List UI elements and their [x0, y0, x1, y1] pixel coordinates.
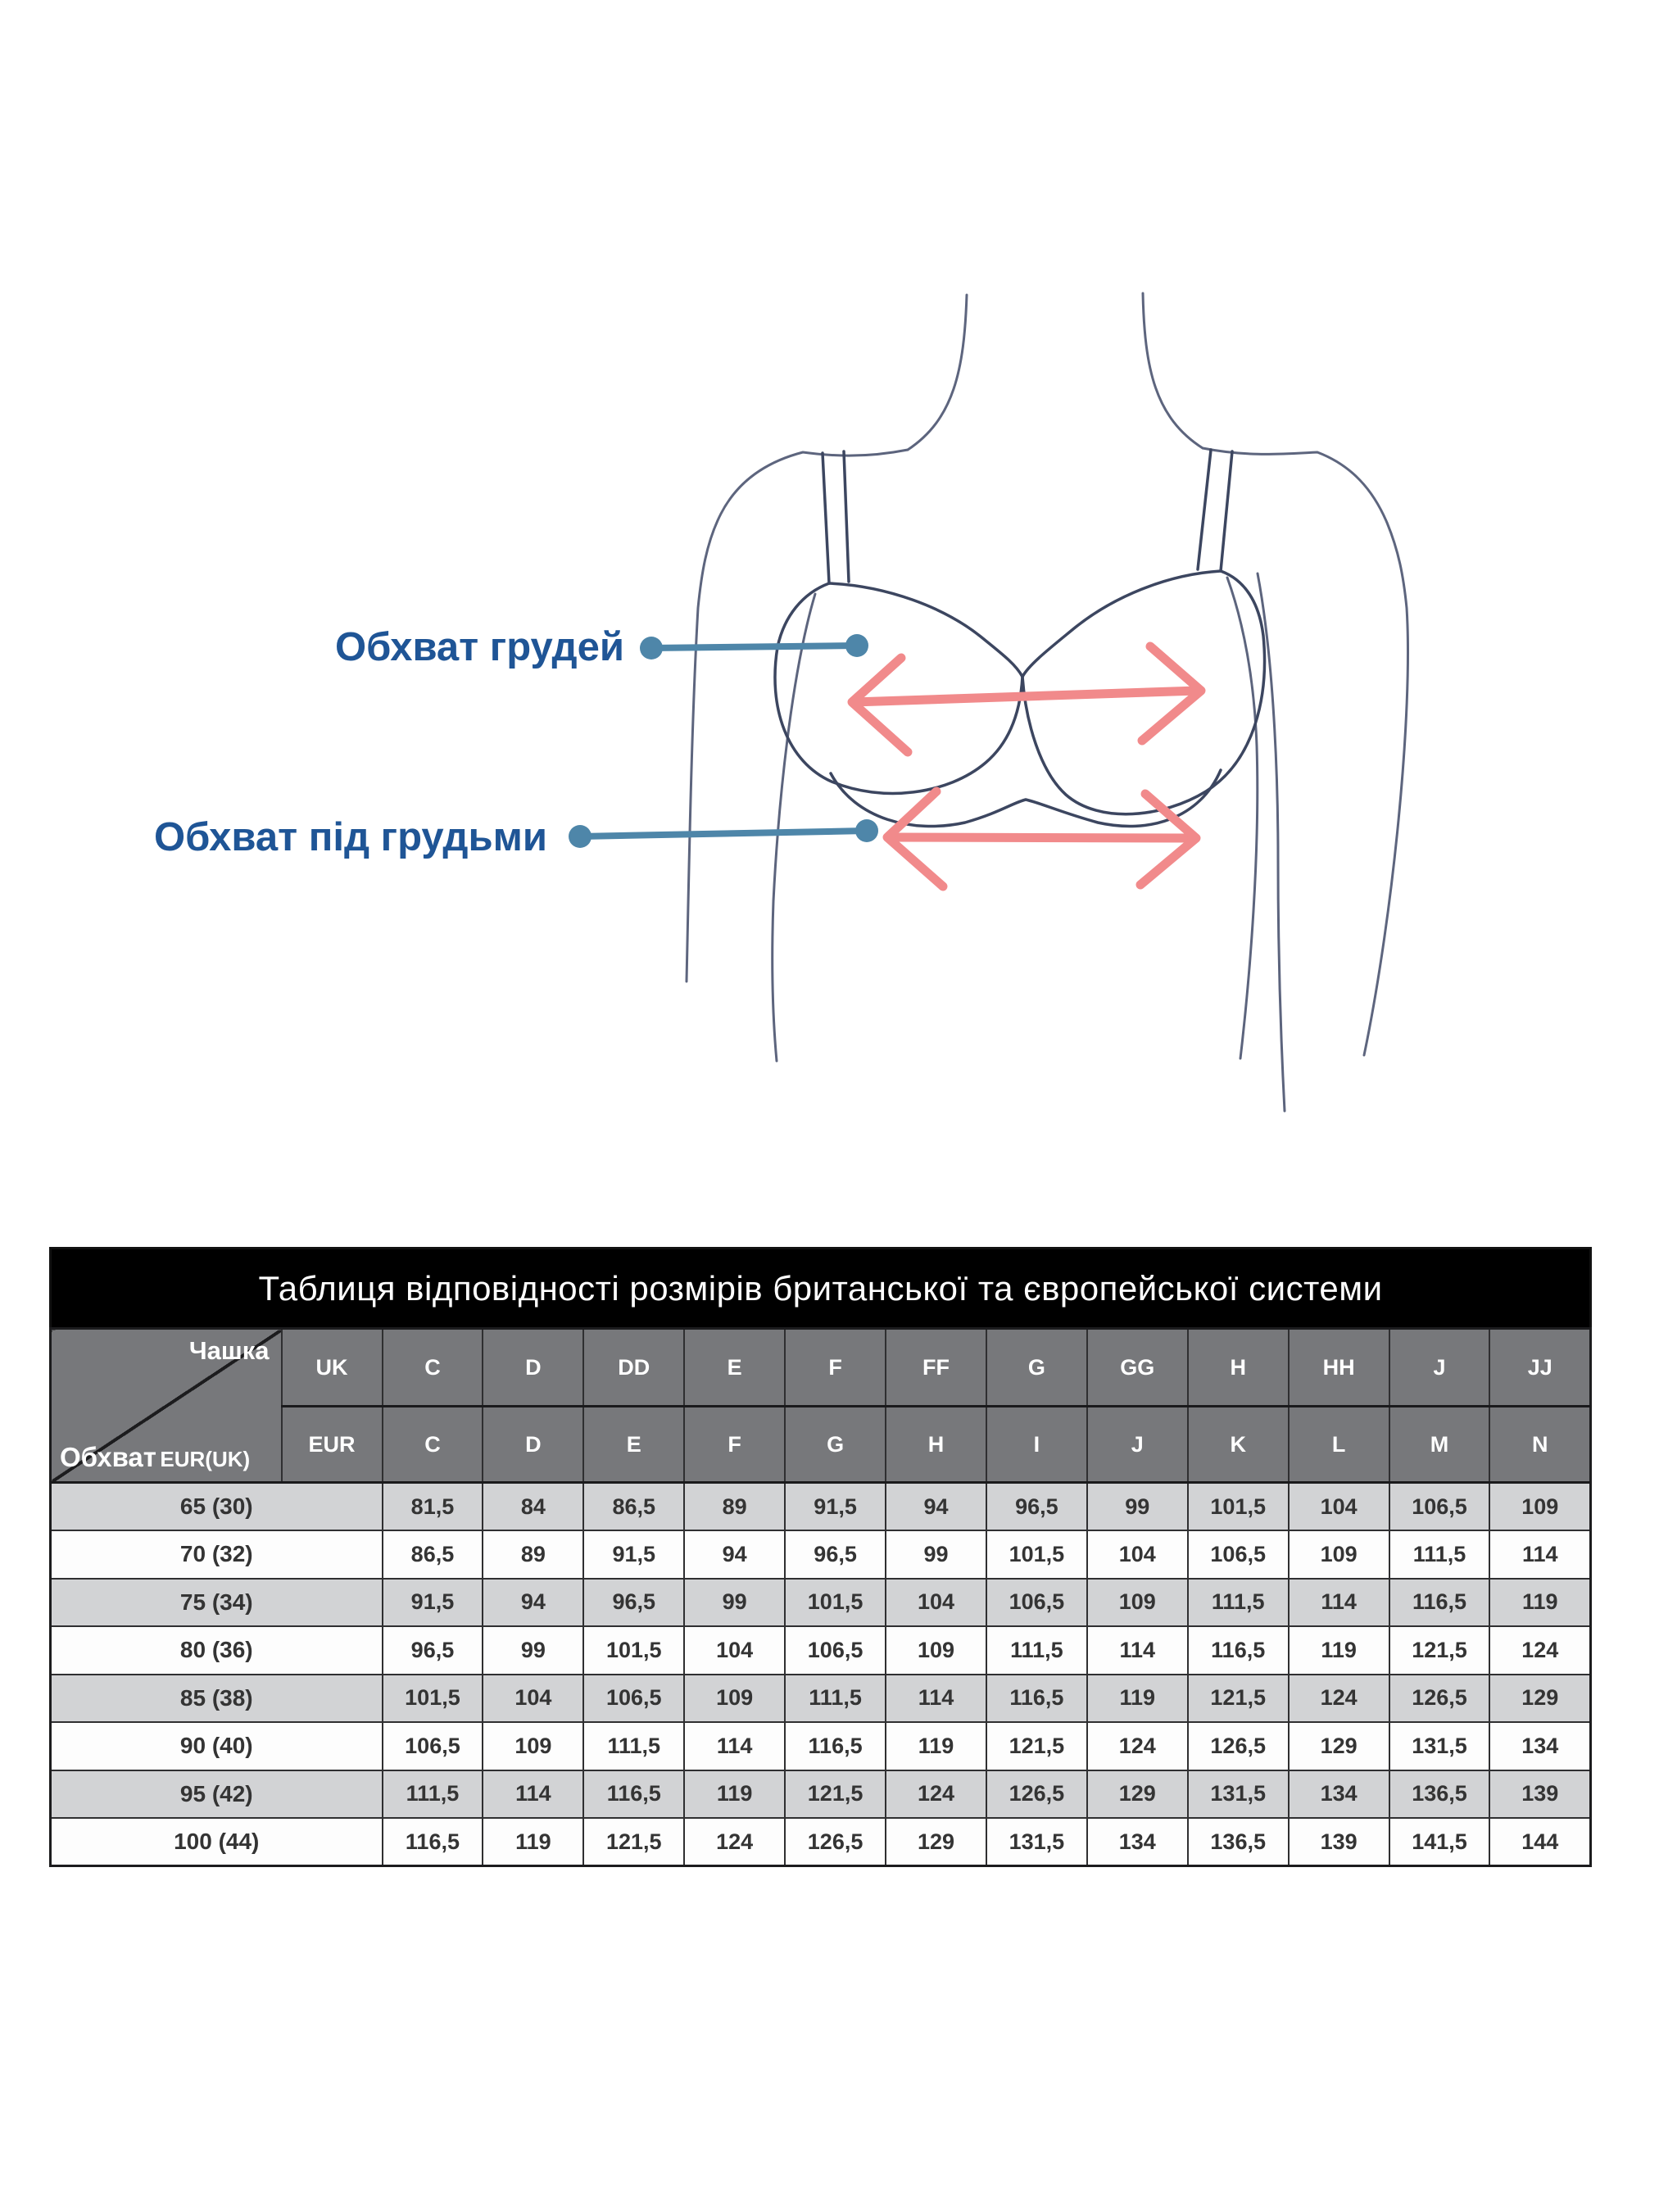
size-value-cell: 119	[684, 1770, 785, 1819]
size-value-cell: 101,5	[986, 1530, 1087, 1579]
torso-outline	[687, 293, 1407, 1111]
table-row	[51, 1530, 1591, 1579]
size-value-cell: 91,5	[383, 1579, 483, 1627]
size-value-cell: 96,5	[785, 1530, 886, 1579]
uk-system-label: UK	[282, 1329, 383, 1407]
table-title: Таблиця відповідності розмірів британської та європейської системи	[49, 1247, 1592, 1327]
size-value-cell: 116,5	[785, 1722, 886, 1770]
size-value-cell: 104	[886, 1579, 986, 1627]
uk-cup-header: GG	[1087, 1329, 1188, 1407]
size-value-cell: 109	[886, 1626, 986, 1675]
size-value-cell: 94	[684, 1530, 785, 1579]
size-value-cell: 109	[483, 1722, 583, 1770]
bust-arrow	[852, 646, 1201, 752]
size-value-cell: 131,5	[1389, 1722, 1490, 1770]
size-value-cell: 86,5	[583, 1483, 684, 1531]
size-value-cell: 121,5	[785, 1770, 886, 1819]
uk-cup-header: D	[483, 1329, 583, 1407]
size-value-cell: 89	[684, 1483, 785, 1531]
size-value-cell: 106,5	[383, 1722, 483, 1770]
size-value-cell: 111,5	[1389, 1530, 1490, 1579]
size-value-cell: 131,5	[1188, 1770, 1289, 1819]
size-value-cell: 116,5	[986, 1675, 1087, 1723]
size-value-cell: 144	[1489, 1818, 1590, 1866]
size-value-cell: 124	[1087, 1722, 1188, 1770]
size-value-cell: 119	[483, 1818, 583, 1866]
size-value-cell: 121,5	[1188, 1675, 1289, 1723]
corner-cell	[51, 1329, 282, 1483]
size-value-cell: 114	[684, 1722, 785, 1770]
eur-cup-header: L	[1289, 1407, 1389, 1483]
underbust-pointer	[569, 819, 878, 848]
size-value-cell: 86,5	[383, 1530, 483, 1579]
uk-cup-header: DD	[583, 1329, 684, 1407]
size-value-cell: 84	[483, 1483, 583, 1531]
eur-cup-header: G	[785, 1407, 886, 1483]
size-value-cell: 124	[1489, 1626, 1590, 1675]
size-value-cell: 126,5	[986, 1770, 1087, 1819]
band-size-cell: 100 (44)	[51, 1818, 383, 1866]
uk-cup-header: E	[684, 1329, 785, 1407]
eur-cup-header: N	[1489, 1407, 1590, 1483]
eur-system-label: EUR	[282, 1407, 383, 1483]
size-value-cell: 111,5	[1188, 1579, 1289, 1627]
size-value-cell: 111,5	[583, 1722, 684, 1770]
size-value-cell: 124	[886, 1770, 986, 1819]
size-value-cell: 106,5	[1389, 1483, 1490, 1531]
size-value-cell: 114	[483, 1770, 583, 1819]
size-value-cell: 114	[1289, 1579, 1389, 1627]
size-value-cell: 116,5	[1188, 1626, 1289, 1675]
size-value-cell: 96,5	[383, 1626, 483, 1675]
size-value-cell: 124	[1289, 1675, 1389, 1723]
uk-cup-header: H	[1188, 1329, 1289, 1407]
size-value-cell: 99	[684, 1579, 785, 1627]
size-value-cell: 121,5	[583, 1818, 684, 1866]
size-value-cell: 109	[1489, 1483, 1590, 1531]
size-value-cell: 126,5	[1389, 1675, 1490, 1723]
table-row	[51, 1483, 1591, 1531]
band-size-cell: 65 (30)	[51, 1483, 383, 1531]
girth-word: Обхват	[60, 1442, 156, 1472]
uk-cup-header: FF	[886, 1329, 986, 1407]
size-value-cell: 81,5	[383, 1483, 483, 1531]
table-row	[51, 1579, 1591, 1627]
size-value-cell: 94	[886, 1483, 986, 1531]
size-value-cell: 106,5	[785, 1626, 886, 1675]
size-value-cell: 126,5	[1188, 1722, 1289, 1770]
eur-cup-header: C	[383, 1407, 483, 1483]
size-value-cell: 91,5	[583, 1530, 684, 1579]
table-row	[51, 1818, 1591, 1866]
uk-cup-header: HH	[1289, 1329, 1389, 1407]
size-value-cell: 111,5	[383, 1770, 483, 1819]
eur-cup-header: D	[483, 1407, 583, 1483]
size-value-cell: 109	[684, 1675, 785, 1723]
size-value-cell: 129	[1489, 1675, 1590, 1723]
size-table-section	[49, 1247, 1592, 1867]
size-value-cell: 99	[1087, 1483, 1188, 1531]
bust-pointer	[640, 634, 868, 660]
size-value-cell: 126,5	[785, 1818, 886, 1866]
uk-cup-header: G	[986, 1329, 1087, 1407]
uk-cup-header: J	[1389, 1329, 1490, 1407]
size-value-cell: 99	[886, 1530, 986, 1579]
eur-cup-header: E	[583, 1407, 684, 1483]
size-value-cell: 141,5	[1389, 1818, 1490, 1866]
band-size-cell: 90 (40)	[51, 1722, 383, 1770]
girth-units: EUR(UK)	[160, 1447, 251, 1471]
size-value-cell: 124	[684, 1818, 785, 1866]
underbust-label: Обхват під грудьми	[154, 815, 547, 859]
size-value-cell: 119	[1289, 1626, 1389, 1675]
eur-cup-header: K	[1188, 1407, 1289, 1483]
size-value-cell: 104	[1087, 1530, 1188, 1579]
band-size-cell: 80 (36)	[51, 1626, 383, 1675]
size-value-cell: 101,5	[1188, 1483, 1289, 1531]
size-value-cell: 101,5	[383, 1675, 483, 1723]
bust-label: Обхват грудей	[335, 625, 624, 669]
size-value-cell: 119	[1087, 1675, 1188, 1723]
size-value-cell: 116,5	[1389, 1579, 1490, 1627]
size-value-cell: 114	[1489, 1530, 1590, 1579]
size-value-cell: 136,5	[1188, 1818, 1289, 1866]
size-value-cell: 129	[886, 1818, 986, 1866]
uk-cup-header: C	[383, 1329, 483, 1407]
girth-header-label	[60, 1442, 250, 1473]
size-value-cell: 114	[1087, 1626, 1188, 1675]
size-value-cell: 104	[684, 1626, 785, 1675]
eur-cup-header: I	[986, 1407, 1087, 1483]
band-size-cell: 70 (32)	[51, 1530, 383, 1579]
size-value-cell: 101,5	[583, 1626, 684, 1675]
table-row	[51, 1626, 1591, 1675]
size-value-cell: 134	[1489, 1722, 1590, 1770]
size-value-cell: 114	[886, 1675, 986, 1723]
uk-cup-header: F	[785, 1329, 886, 1407]
band-size-cell: 95 (42)	[51, 1770, 383, 1819]
size-value-cell: 111,5	[986, 1626, 1087, 1675]
size-value-cell: 109	[1087, 1579, 1188, 1627]
size-value-cell: 106,5	[583, 1675, 684, 1723]
size-value-cell: 94	[483, 1579, 583, 1627]
size-value-cell: 91,5	[785, 1483, 886, 1531]
band-size-cell: 75 (34)	[51, 1579, 383, 1627]
eur-cup-header: H	[886, 1407, 986, 1483]
size-value-cell: 139	[1489, 1770, 1590, 1819]
eur-cup-header: J	[1087, 1407, 1188, 1483]
size-value-cell: 116,5	[383, 1818, 483, 1866]
size-value-cell: 139	[1289, 1818, 1389, 1866]
size-value-cell: 134	[1289, 1770, 1389, 1819]
eur-cup-header: M	[1389, 1407, 1490, 1483]
table-row	[51, 1722, 1591, 1770]
size-value-cell: 116,5	[583, 1770, 684, 1819]
size-value-cell: 121,5	[986, 1722, 1087, 1770]
size-value-cell: 121,5	[1389, 1626, 1490, 1675]
size-value-cell: 106,5	[1188, 1530, 1289, 1579]
band-size-cell: 85 (38)	[51, 1675, 383, 1723]
size-value-cell: 96,5	[986, 1483, 1087, 1531]
cup-header-label: Чашка	[188, 1336, 270, 1365]
size-value-cell: 89	[483, 1530, 583, 1579]
size-value-cell: 111,5	[785, 1675, 886, 1723]
size-value-cell: 104	[1289, 1483, 1389, 1531]
size-value-cell: 136,5	[1389, 1770, 1490, 1819]
size-value-cell: 101,5	[785, 1579, 886, 1627]
size-value-cell: 129	[1289, 1722, 1389, 1770]
size-value-cell: 129	[1087, 1770, 1188, 1819]
eur-cup-header: F	[684, 1407, 785, 1483]
size-value-cell: 119	[1489, 1579, 1590, 1627]
size-value-cell: 96,5	[583, 1579, 684, 1627]
size-value-cell: 134	[1087, 1818, 1188, 1866]
size-value-cell: 119	[886, 1722, 986, 1770]
size-value-cell: 131,5	[986, 1818, 1087, 1866]
size-table	[49, 1327, 1592, 1867]
size-value-cell: 109	[1289, 1530, 1389, 1579]
size-value-cell: 104	[483, 1675, 583, 1723]
table-row	[51, 1675, 1591, 1723]
size-value-cell: 106,5	[986, 1579, 1087, 1627]
table-row	[51, 1770, 1591, 1819]
size-value-cell: 99	[483, 1626, 583, 1675]
uk-cup-header: JJ	[1489, 1329, 1590, 1407]
